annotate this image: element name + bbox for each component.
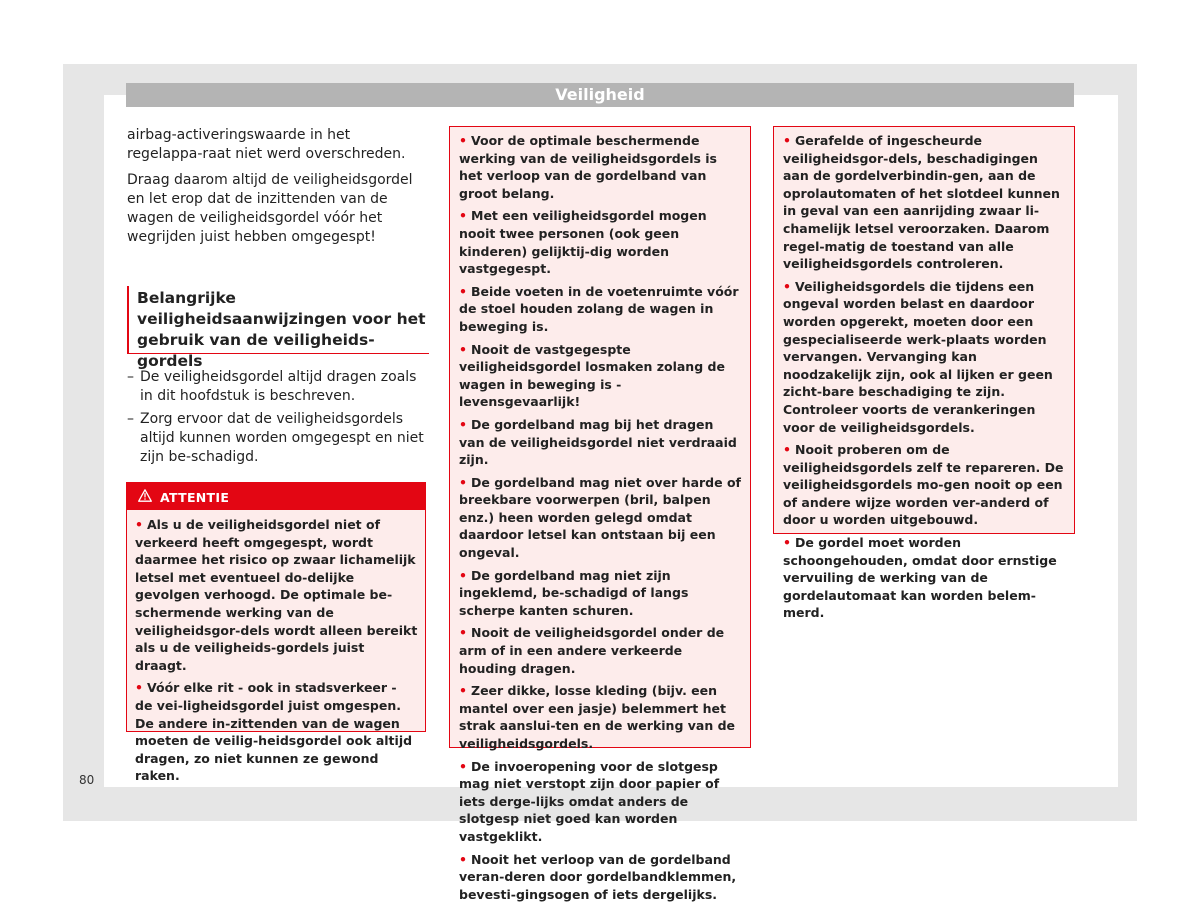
warning-item-text: De gordelband mag bij het dragen van de veiligheidsgordel niet verdraaid zijn.: [459, 416, 737, 468]
bullet-marker: •: [459, 758, 467, 774]
header-title: Veiligheid: [555, 85, 645, 104]
intro-paragraph-2: Draag daarom altijd de veiligheidsgordel en let erop dat de inzittenden van de wagen de veiligheidsgordel vóór het wegrijden juist hebben omgegespt!: [127, 172, 413, 245]
bullet-marker: •: [459, 208, 467, 224]
warning-item: [783, 132, 1067, 273]
warning-item: [783, 278, 1067, 436]
intro-paragraph-1: airbag-activeringswaarde in het regelappa-raat niet werd overschreden.: [127, 127, 406, 162]
warning-item-text: Voor de optimale beschermende werking van de veiligheidsgordels is het verloop van de gordelband van groot belang.: [459, 133, 718, 201]
warning-item-text: Zeer dikke, losse kleding (bijv. een mantel over een jasje) belemmert het strak aanslui-ten en de werking van de veiligheidsgordels.: [459, 683, 736, 751]
warning-box-middle-body: [450, 127, 750, 903]
attention-header: [127, 483, 425, 510]
warning-item-text: Nooit de vastgegespte veiligheidsgordel losmaken zolang de wagen in beweging is - levensgevaarlijk!: [459, 341, 725, 410]
warning-item: [459, 207, 743, 277]
warning-item: [459, 624, 743, 677]
attention-label: ATTENTIE: [160, 490, 230, 505]
attention-body: [127, 510, 425, 785]
dash-marker: –: [127, 411, 134, 427]
warning-item: [459, 758, 743, 846]
warning-box-right: [773, 126, 1075, 621]
bullet-marker: •: [459, 416, 467, 432]
bullet-marker: •: [783, 133, 791, 148]
warning-box-middle: [449, 126, 751, 902]
page-number: 80: [79, 773, 95, 787]
warning-item: [135, 516, 418, 674]
warning-item: [783, 441, 1067, 529]
list-item-text: Zorg ervoor dat de veiligheidsgordels altijd kunnen worden omgegespt en niet zijn be-schadigd.: [140, 411, 424, 465]
warning-item: [459, 341, 743, 411]
bullet-marker: •: [459, 625, 467, 641]
warning-item: [783, 534, 1067, 622]
bullet-marker: •: [459, 851, 467, 867]
warning-item: [459, 132, 743, 202]
bullet-marker: •: [783, 535, 791, 551]
warning-triangle-icon: [138, 489, 152, 502]
warning-item: [135, 679, 418, 785]
warning-item-text: De gordelband mag niet over harde of breekbare voorwerpen (bril, balpen enz.) heen worden gelegd omdat daardoor letsel kan ontstaan bij een ongeval.: [459, 474, 741, 561]
warning-item-text: Vóór elke rit - ook in stadsverkeer - de vei-ligheidsgordel juist omgespen. De andere in-zittenden van de wagen moeten de veilig-heidsgordel ook altijd dragen, zo niet kunnen ze gewond raken.: [135, 680, 413, 784]
bullet-marker: •: [135, 680, 143, 696]
warning-item-text: Nooit het verloop van de gordelband veran-deren door gordelbandklemmen, bevesti-gingsogen of iets dergelijks.: [459, 851, 737, 902]
warning-item-text: Veiligheidsgordels die tijdens een ongeval worden belast en daardoor worden opgerekt, moeten door een gespecialiseerde werk-plaats worden vervangen. Vervanging kan noodzakelijk zijn, ook al lijken er geen zicht-bare beschadiging te zijn. Controleer voorts de verankeringen voor de veiligheidsgordels.: [783, 278, 1053, 435]
warning-item-text: Nooit de veiligheidsgordel onder de arm of in een andere verkeerde houding dragen.: [459, 625, 725, 676]
bullet-marker: •: [459, 474, 467, 490]
warning-item-text: De gordel moet worden schoongehouden, omdat door ernstige vervuiling de werking van de gordelautomaat kan worden belem-merd.: [783, 535, 1057, 621]
list-item: [127, 410, 427, 467]
bullet-marker: •: [783, 278, 791, 294]
list-item-text: De veiligheidsgordel altijd dragen zoals in dit hoofdstuk is beschreven.: [140, 369, 417, 404]
warning-item-text: Beide voeten in de voetenruimte vóór de stoel houden zolang de wagen in beweging is.: [459, 283, 739, 334]
warning-item-text: Nooit proberen om de veiligheidsgordels zelf te repareren. De veiligheidsgordels mo-gen nooit op een of andere wijze worden ver-anderd of door u worden uitgebouwd.: [783, 442, 1064, 528]
bullet-marker: •: [459, 567, 467, 583]
warning-item-text: Gerafelde of ingescheurde veiligheidsgor-dels, beschadigingen aan de gordelverbindin-gen, aan de oprolautomaten of het slotdeel kunnen in geval van een aanrijding zwaar li-chamelijk letsel veroorzaken. Daarom regel-matig de toestand van alle veiligheidsgordels controleren.: [783, 133, 1060, 272]
intro-text: [127, 126, 427, 254]
bullet-marker: •: [135, 517, 143, 532]
warning-item: [459, 851, 743, 903]
warning-item-text: De gordelband mag niet zijn ingeklemd, be-schadigd of langs scherpe kanten schuren.: [459, 567, 689, 618]
instruction-list: [127, 368, 427, 471]
warning-item-text: Met een veiligheidsgordel mogen nooit twee personen (ook geen kinderen) gelijktij-dig worden vastgegespt.: [459, 208, 707, 277]
attention-box: [126, 482, 426, 784]
warning-item-text: De invoeropening voor de slotgesp mag niet verstopt zijn door papier of iets derge-lijks omdat anders de slotgesp niet goed kan worden vastgeklikt.: [459, 758, 720, 844]
section-heading: [127, 286, 429, 370]
warning-item: [459, 416, 743, 469]
warning-item: [459, 474, 743, 562]
warning-box-right-body: [774, 127, 1074, 622]
dash-marker: –: [127, 369, 134, 385]
section-title: Belangrijke veiligheidsaanwijzingen voor het gebruik van de veiligheids-gordels: [137, 289, 426, 370]
warning-item: [459, 283, 743, 336]
bullet-marker: •: [783, 442, 791, 458]
bullet-marker: •: [459, 283, 467, 299]
warning-item: [459, 682, 743, 752]
header-bar: [126, 83, 1074, 107]
warning-item-text: Als u de veiligheidsgordel niet of verkeerd heeft omgegespt, wordt daarmee het risico op zwaar lichamelijk letsel met eventueel do-delijke gevolgen verhoogd. De optimale be-schermende werking van de veiligheidsgor-dels wordt alleen bereikt als u de veiligheids-gordels juist draagt.: [135, 517, 418, 673]
bullet-marker: •: [459, 341, 467, 357]
bullet-marker: •: [459, 133, 467, 148]
bullet-marker: •: [459, 683, 467, 699]
list-item: [127, 368, 427, 406]
warning-item: [459, 567, 743, 620]
